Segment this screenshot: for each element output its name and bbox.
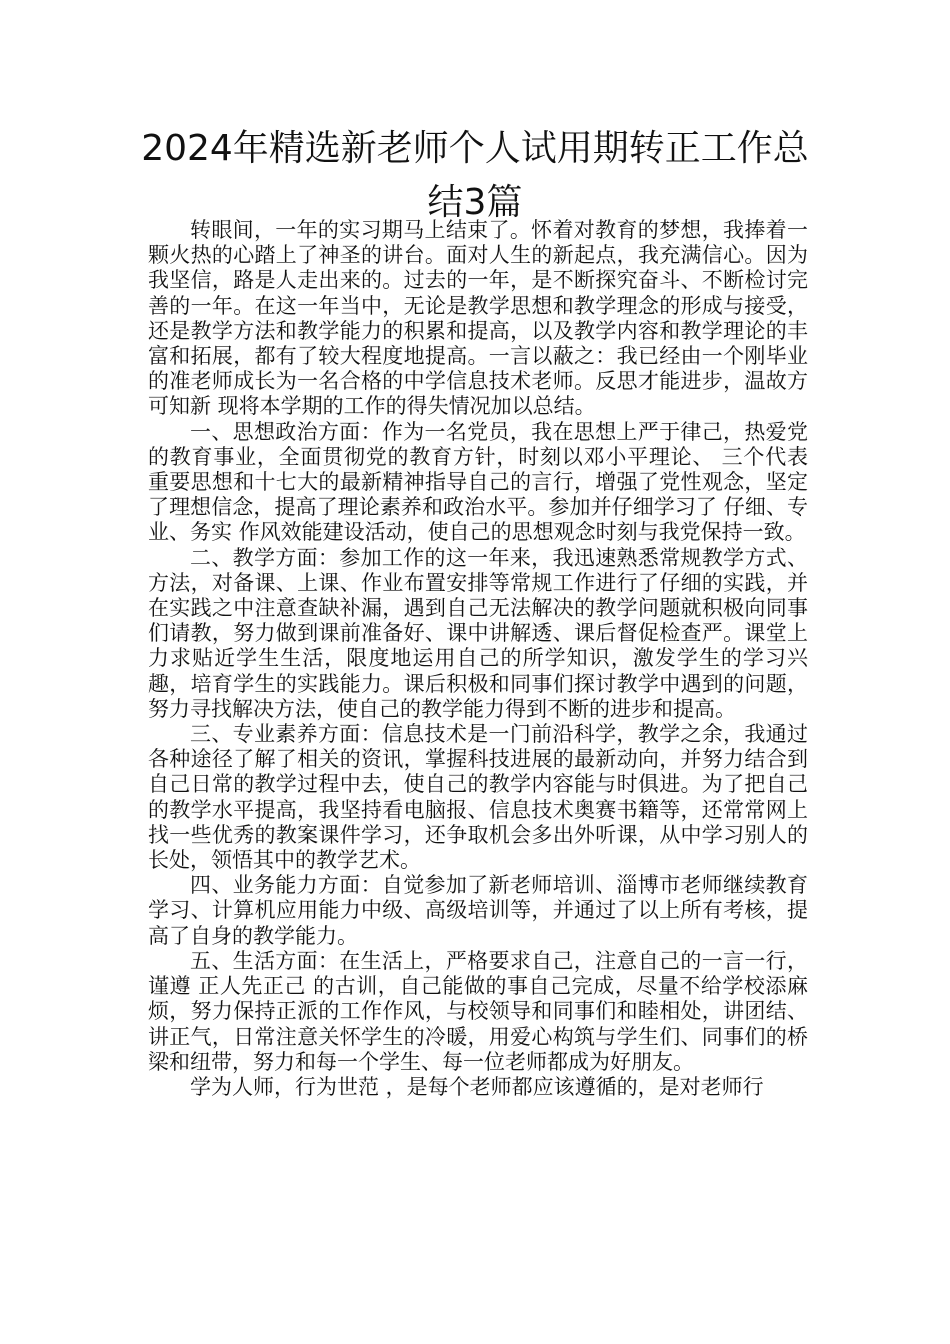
paragraph-professional: 三、专业素养方面：信息技术是一门前沿科学，教学之余，我通过各种途径了解了相关的资讯，掌握科技进展的最新动向，并努力结合到自己日常的教学过程中去，使自己的教学内容能与时俱进。为了把自己的教学水平提高，我坚持看电脑报、信息技术奥赛书籍等，还常常网上找一些优秀的教案课件学习，还争取机会多出外听课，从中学习别人的长处，领悟其中的教学艺术。 xyxy=(148,722,808,873)
document-title: 2024年精选新老师个人试用期转正工作总结3篇 xyxy=(141,128,809,223)
document-body xyxy=(148,218,808,1100)
paragraph-closing: 学为人师，行为世范 ，是每个老师都应该遵循的，是对老师行 xyxy=(190,1074,764,1099)
paragraph-intro: 转眼间，一年的实习期马上结束了。怀着对教育的梦想，我捧着一颗火热的心踏上了神圣的讲台。面对人生的新起点，我充满信心。因为我坚信，路是人走出来的。过去的一年，是不断探究奋斗、不断检讨完善的一年。在这一年当中，无论是教学思想和教学理念的形成与接受，还是教学方法和教学能力的积累和提高，以及教学内容和教学理论的丰富和拓展，都有了较大程度地提高。一言以蔽之：我已经由一个刚毕业的准老师成长为一名合格的中学信息技术老师。反思才能进步，温故方可知新 现将本学期的工作的得失情况加以总结。 xyxy=(148,218,808,419)
paragraph-ideology: 一、思想政治方面：作为一名党员，我在思想上严于律己，热爱党的教育事业，全面贯彻党的教育方针，时刻以邓小平理论、 三个代表 重要思想和十七大的最新精神指导自己的言行，增强了党性观念，坚定了理想信念，提高了理论素养和政治水平。参加并仔细学习了 仔细、专业、务实 作风效能建设活动，使自己的思想观念时刻与我党保持一致。 xyxy=(148,419,808,545)
paragraph-life: 五、生活方面：在生活上，严格要求自己，注意自己的一言一行，谨遵 正人先正己 的古训，自己能做的事自己完成，尽量不给学校添麻烦，努力保持正派的工作作风，与校领导和同事们和睦相处，讲团结、讲正气，日常注意关怀学生的冷暖，用爱心构筑与学生们、同事们的桥梁和纽带，努力和每一个学生、每一位老师都成为好朋友。 xyxy=(148,948,808,1074)
paragraph-business-ability: 四、业务能力方面：自觉参加了新老师培训、淄博市老师继续教育学习、计算机应用能力中级、高级培训等，并通过了以上所有考核，提高了自身的教学能力。 xyxy=(148,873,808,948)
paragraph-teaching: 二、教学方面：参加工作的这一年来，我迅速熟悉常规教学方式、方法，对备课、上课、作业布置安排等常规工作进行了仔细的实践，并在实践之中注意查缺补漏，遇到自己无法解决的教学问题就积极向同事们请教，努力做到课前准备好、课中讲解透、课后督促检查严。课堂上力求贴近学生生活，限度地运用自己的所学知识，激发学生的学习兴趣，培育学生的实践能力。课后积极和同事们探讨教学中遇到的问题，努力寻找解决方法，使自己的教学能力得到不断的进步和提高。 xyxy=(148,545,808,721)
